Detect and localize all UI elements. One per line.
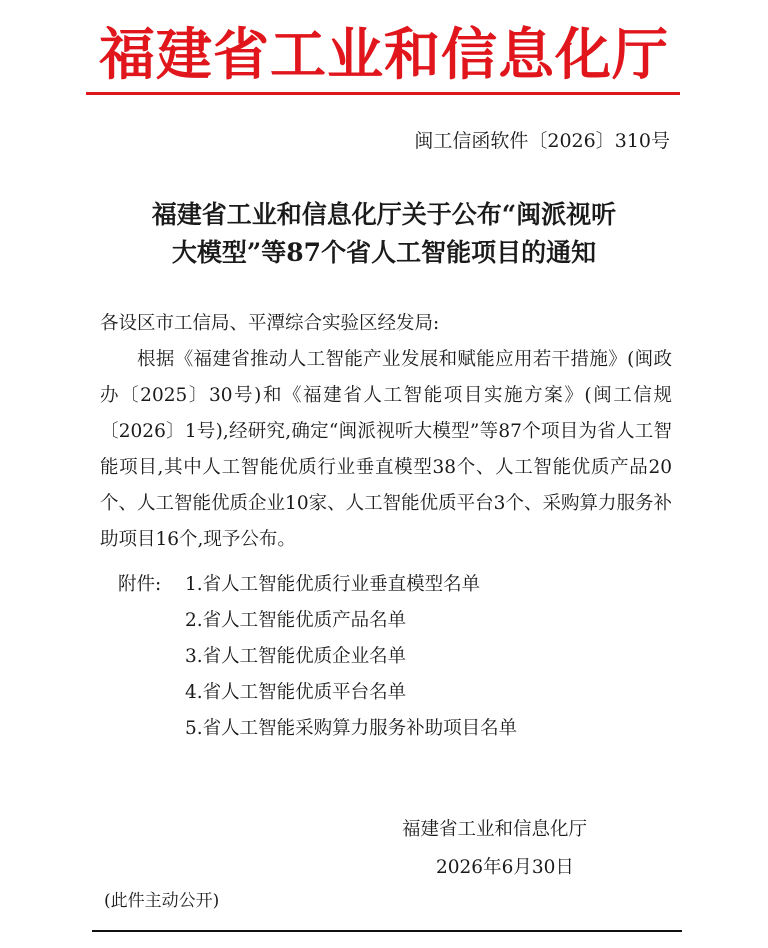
- document-body: [100, 306, 672, 558]
- letterhead-red-rule: [86, 92, 680, 95]
- signature-date: 2026年6月30日: [436, 857, 574, 878]
- footer-rule: [92, 930, 682, 932]
- attachment-item: 1.省人工智能优质行业垂直模型名单: [185, 574, 481, 595]
- document-number: 闽工信函软件〔2026〕310号: [414, 130, 670, 152]
- attachments-label: 附件:: [118, 574, 162, 595]
- document-title: [0, 196, 768, 272]
- document-title-line-2: 大模型”等87个省人工智能项目的通知: [171, 238, 597, 267]
- disclosure-note: (此件主动公开): [104, 891, 220, 911]
- attachment-item: 5.省人工智能采购算力服务补助项目名单: [185, 718, 518, 739]
- attachment-item: 3.省人工智能优质企业名单: [185, 646, 407, 667]
- document-title-line-1: 福建省工业和信息化厅关于公布“闽派视听: [151, 200, 617, 229]
- addressee: 各设区市工信局、平潭综合实验区经发局:: [100, 313, 440, 334]
- body-paragraph: 根据《福建省推动人工智能产业发展和赋能应用若干措施》(闽政办〔2025〕30号)和《福建省人工智能项目实施方案》(闽工信规〔2026〕1号),经研究,确定“闽派视听大模型”等87个项目为省人工智能项目,其中人工智能优质行业垂直模型38个、人工智能优质产品20个、人工智能优质企业10家、人工智能优质平台3个、采购算力服务补助项目16个,现予公布。: [100, 349, 672, 550]
- attachment-item: 2.省人工智能优质产品名单: [185, 610, 407, 631]
- attachment-item: 4.省人工智能优质平台名单: [185, 682, 407, 703]
- signature-organization: 福建省工业和信息化厅: [402, 819, 588, 840]
- letterhead-title: 福建省工业和信息化厅: [99, 23, 669, 88]
